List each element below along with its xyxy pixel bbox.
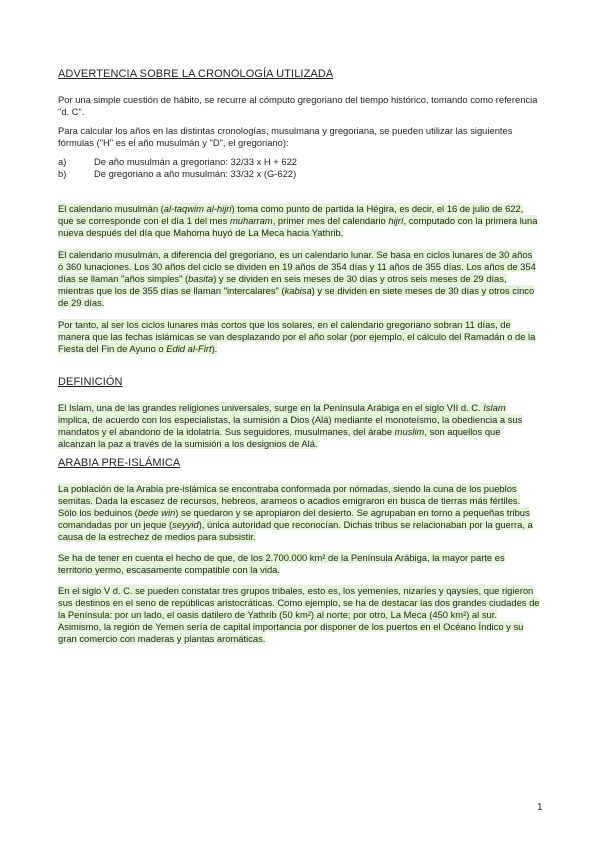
italic-term: Islam [483, 402, 506, 413]
italic-term: hijrí [388, 215, 404, 226]
italic-term: muharram [229, 215, 273, 226]
heading-advertencia: ADVERTENCIA SOBRE LA CRONOLOGÍA UTILIZADA [58, 68, 334, 80]
paragraph-ciclos-lunares [58, 319, 540, 355]
formulas-intro-text: Para calcular los años en las distintas cronologías, musulmana y gregoriana, se pueden utilizar las siguientes fórmulas ("H" es el año musulmán y "D", el gregoriano): [58, 125, 513, 148]
page-number: 1 [537, 802, 543, 813]
italic-term: seyyid [172, 519, 199, 530]
formula-a-text: De año musulmán a gregoriano: 32/33 x H + 622 [94, 156, 297, 167]
page-content [58, 68, 540, 652]
text-run: El calendario musulmán ( [58, 203, 164, 214]
text-run: ) y se dividen en siete meses de 30 días y otros cinco de 29 días. [58, 285, 535, 308]
highlighted-text [58, 319, 535, 354]
italic-term: Edid al-Firt [166, 343, 212, 354]
italic-term: al-taqwim al-hijri [163, 203, 232, 214]
heading-arabia: ARABIA PRE-ISLÁMICA [58, 457, 181, 469]
highlighted-text [58, 203, 537, 238]
highlighted-text: Se ha de tener en cuenta el hecho de que, de los 2.700.000 km² de la Península Arábiga, la mayor parte es territorio yermo, escasamente compatible con la vida. [58, 552, 505, 575]
text-run: ) se quedaron y se apropiaron del desierto. Se agrupaban en torno a pequeñas tribus comandadas por un jeque ( [58, 507, 530, 530]
text-run: , computado con la primera luna nueva después del día que Mahoma huyó de La Meca hacia Yathrib. [58, 215, 538, 238]
paragraph-habito: Por una simple cuestión de hábito, se recurre al cómputo gregoriano del tiempo histórico, tomando como referencia "d. C". [58, 94, 538, 117]
italic-term: muslim [394, 426, 425, 437]
paragraph-calendario-hegira [58, 203, 540, 239]
text-run: Por tanto, al ser los ciclos lunares más cortos que los solares, en el calendario gregoriano sobran 11 días, de manera que las fechas islámicas se van desplazando por el año solar (por ejemplo, el cálculo del Ramadán o de la Fiesta del Fin de Ayuno o [58, 319, 536, 354]
paragraph-poblacion [58, 483, 540, 543]
highlighted-text [58, 483, 533, 542]
paragraph-islam [58, 402, 540, 450]
paragraph-siglo-v [58, 585, 540, 645]
text-run: La población de la Arabia pre-islámica se encontraba conformada por nómadas, siendo la cuna de los pueblos semitas. Dada la escasez de recursos, hebreos, arameos o acadios emigraron en busca de tierras más fértiles. Sólo los beduinos ( [58, 483, 521, 518]
text-run: ) toma como punto de partida la Hégira, es decir, el 16 de julio de 622, que se corresponde con el día 1 del mes [58, 203, 524, 226]
text-run: , primer mes del calendario [272, 215, 389, 226]
paragraph-calendario-lunar [58, 249, 540, 309]
text-run: ). [211, 343, 218, 354]
formula-a-label: a) [58, 156, 67, 167]
text-run: El calendario musulmán, a diferencia del gregoriano, es un calendario lunar. Se basa en ciclos lunares de 30 años ó 360 lunaciones. Los 30 años del ciclo se dividen en 19 años de 354 días y 11 años de 355 días. Los años de 354 días se llaman "años simples" ( [58, 249, 536, 284]
formula-list [58, 156, 540, 180]
formula-b-label: b) [58, 168, 67, 179]
formula-a [58, 156, 540, 168]
paragraph-territorio [58, 552, 540, 576]
italic-term: basita [188, 273, 214, 284]
italic-term: kabisa [284, 285, 312, 296]
formula-b-text: De gregoriano a año musulmán: 33/32 x (G-622) [94, 168, 297, 179]
text-run: ) y se dividen en seis meses de 30 días y otros seis meses de 29 días, mientras que los de 355 días se llaman "intercalares" ( [58, 273, 507, 296]
italic-term: bede win [137, 507, 176, 518]
highlighted-text: En el siglo V d. C. se pueden constatar tres grupos tribales, esto es, los yemeníes, nizaríes y qaysíes, que rigieron sus destinos en el seno de repúblicas aristocráticas. Como ejemplo, se ha de destacar las dos grandes ciudades de la Península: por un lado, el oasis datilero de Yathrib (50 km²) al norte; por otro, La Meca (450 km²) al sur. Asimismo, la región de Yemen sería de capital importancia por disponer de los puertos en el Océano Índico y su gran comercio con maderas y plantas aromáticas. [58, 585, 540, 644]
heading-definicion: DEFINICIÓN [58, 376, 123, 388]
paragraph-formulas-intro [58, 125, 540, 149]
highlighted-text [58, 402, 522, 449]
text-run: implica, de acuerdo con los especialistas, la sumisión a Dios (Alá) mediante el monoteísmo, la obediencia a sus mandatos y el abandono de la idolatría. Sus seguidores, musulmanes, del árabe [58, 414, 523, 437]
text-run: , son aquellos que alcanzan la paz a través de la sumisión a los designios de Alá. [58, 426, 501, 449]
formula-b [58, 168, 540, 180]
highlighted-text [58, 249, 536, 308]
text-run: ), única autoridad que reconocían. Dichas tribus se relacionaban por la guerra, a causa de la estrechez de medios para subsistir. [58, 519, 533, 542]
text-run: El Islam, una de las grandes religiones universales, surge en la Península Arábiga en el siglo VII d. C. [58, 402, 484, 413]
